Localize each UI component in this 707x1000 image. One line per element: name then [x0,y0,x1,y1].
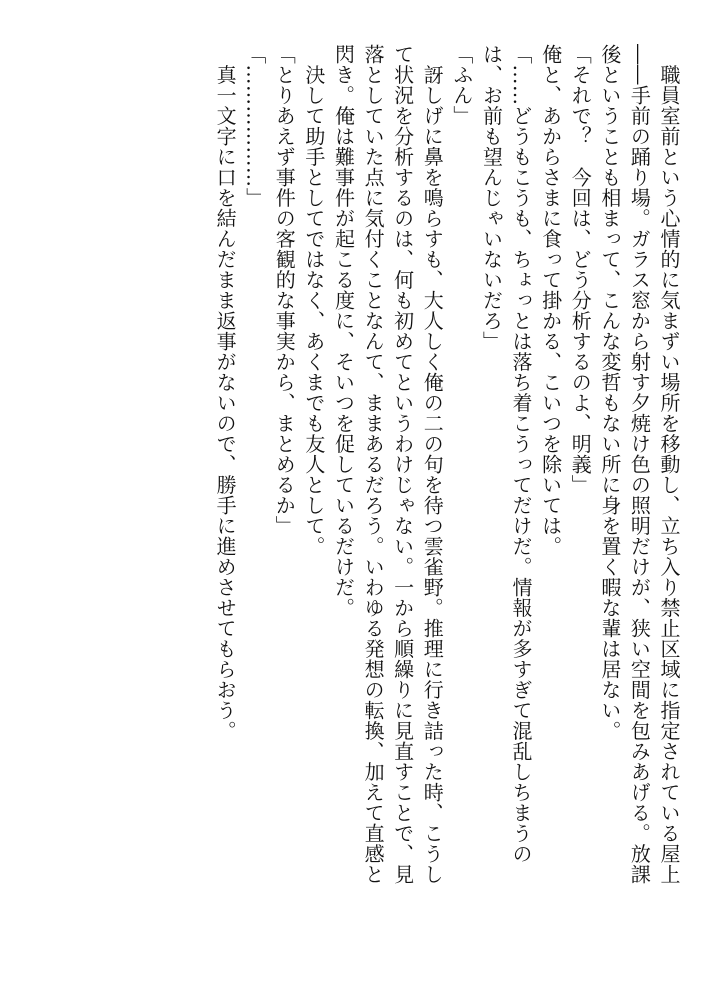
text-line-11: 落としていた点に気付くことなんて、ままあるだろう。いわゆる発想の転換、加えて直感と [361,44,386,885]
text-line-5: 俺と、あからさまに食って掛かる、こいつを除いては。 [538,44,563,557]
text-line-14: 「とりあえず事件の客観的な事実から、まとめるか」 [272,44,297,536]
text-line-15: 「………………」 [242,44,267,208]
text-line-8: 「ふん」 [449,44,474,126]
text-line-1: 職員室前という心情的に気まずい場所を移動し、立ち入り禁止区域に指定されている屋上 [657,44,681,885]
vertical-text-body [210,44,684,974]
text-line-12: 閃き。俺は難事件が起こる度に、そいつを促しているだけだ。 [331,44,356,618]
text-line-13: 決して助手としてではなく、あくまでも友人として。 [301,44,326,557]
text-line-7: は、お前も望んじゃいないだろ」 [479,44,504,352]
text-line-10: て状況を分析するのは、何も初めてというわけじゃない。一から順繰りに見直すことで、見 [390,44,415,885]
text-line-2: ――手前の踊り場。ガラス窓から射す夕焼け色の照明だけが、狭い空間を包みあげる。放課 [627,44,652,885]
text-line-16: 真一文字に口を結んだまま返事がないので、勝手に進めさせてもらおう。 [213,44,238,741]
text-line-3: 後ということも相まって、こんな変哲もない所に身を置く暇な輩は居ない。 [597,44,622,741]
text-line-6: 「……どうもこうも、ちょっとは落ち着こうってだけだ。情報が多すぎて混乱しちまうの [509,44,534,864]
text-line-9: 訝しげに鼻を鳴らすも、大人しく俺の二の句を待つ雲雀野。推理に行き詰った時、こうし [420,44,445,885]
text-line-4: 「それで？ 今回は、どう分析するのよ、明義」 [568,44,593,495]
